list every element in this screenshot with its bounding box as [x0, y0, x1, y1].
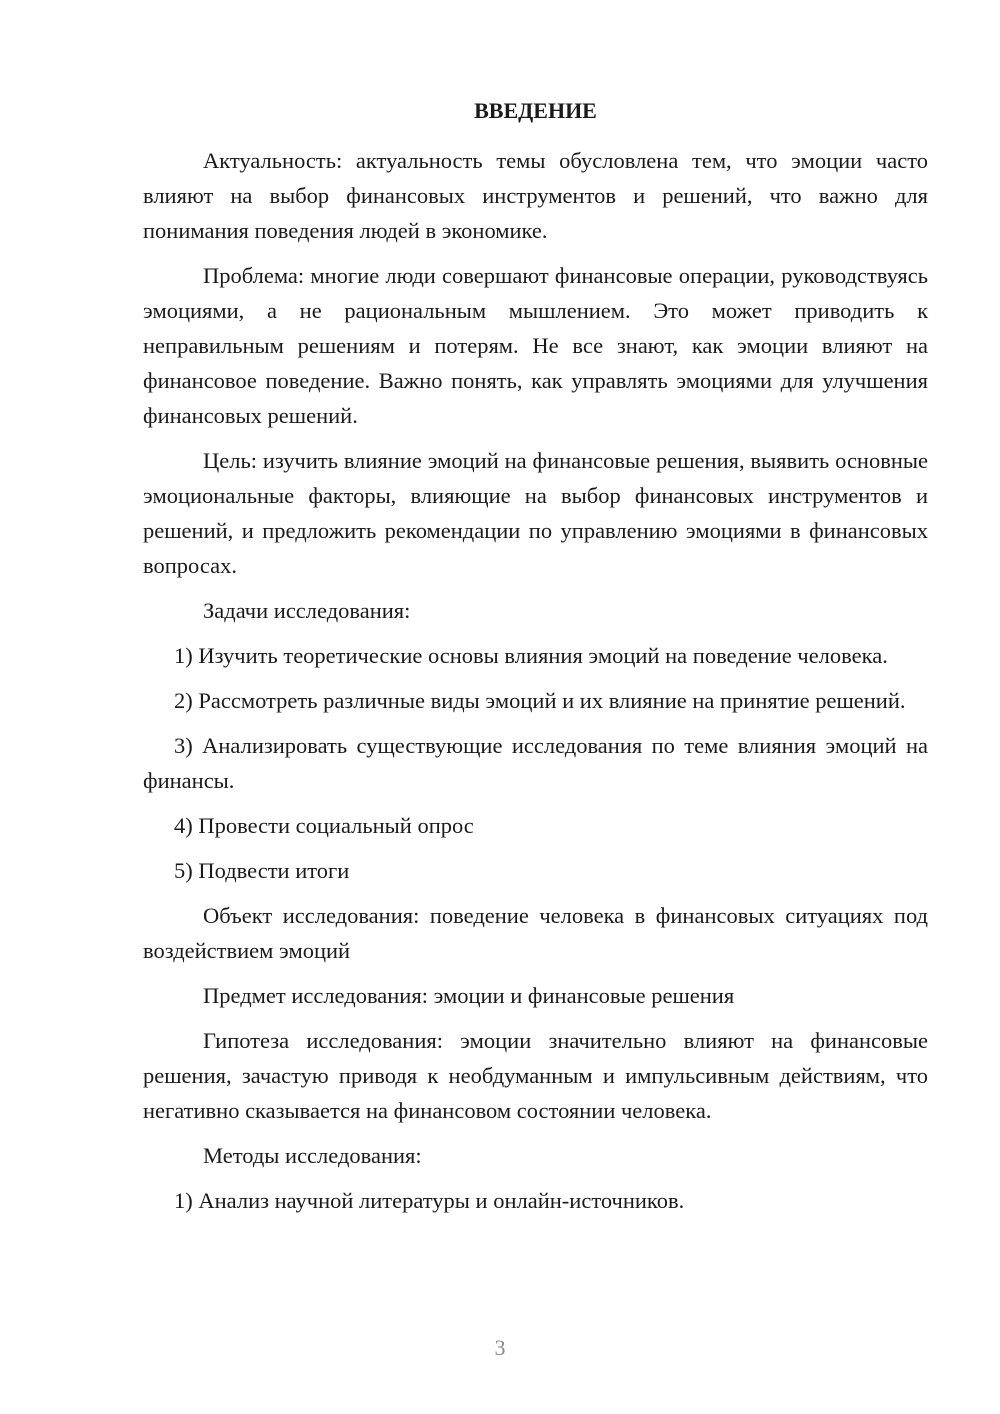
- paragraph-subject: Предмет исследования: эмоции и финансовые решения: [203, 983, 735, 1008]
- paragraph-tasks-heading: Задачи исследования:: [203, 598, 411, 623]
- list-item-task-2: 2) Рассмотреть различные виды эмоций и их влияние на принятие решений.: [174, 688, 906, 713]
- paragraph-relevance: Актуальность: актуальность темы обусловлена тем, что эмоции часто влияют на выбор финансовых инструментов и решений, что важно для понимания поведения людей в экономике.: [143, 148, 928, 243]
- paragraph-methods-heading: Методы исследования:: [203, 1143, 422, 1168]
- section-heading: ВВЕДЕНИЕ: [474, 98, 597, 123]
- list-item-task-4: 4) Провести социальный опрос: [174, 813, 474, 838]
- paragraph-problem: Проблема: многие люди совершают финансовые операции, руководствуясь эмоциями, а не рациональным мышлением. Это может приводить к неправильным решениям и потерям. Не все знают, как эмоции влияют на финансовое поведение. Важно понять, как управлять эмоциями для улучшения финансовых решений.: [143, 263, 928, 428]
- document-body: [143, 143, 928, 1228]
- list-item-method-1: 1) Анализ научной литературы и онлайн-источников.: [174, 1188, 685, 1213]
- paragraph-hypothesis: Гипотеза исследования: эмоции значительно влияют на финансовые решения, зачастую приводя к необдуманным и импульсивным действиям, что негативно сказывается на финансовом состоянии человека.: [143, 1028, 928, 1123]
- list-item-task-3: 3) Анализировать существующие исследования по теме влияния эмоций на финансы.: [143, 733, 928, 793]
- page-number: 3: [494, 1335, 506, 1360]
- list-item-task-5: 5) Подвести итоги: [174, 858, 350, 883]
- paragraph-object: Объект исследования: поведение человека в финансовых ситуациях под воздействием эмоций: [143, 903, 928, 963]
- paragraph-goal: Цель: изучить влияние эмоций на финансовые решения, выявить основные эмоциональные факторы, влияющие на выбор финансовых инструментов и решений, и предложить рекомендации по управлению эмоциями в финансовых вопросах.: [143, 448, 928, 578]
- list-item-task-1: 1) Изучить теоретические основы влияния эмоций на поведение человека.: [174, 643, 888, 668]
